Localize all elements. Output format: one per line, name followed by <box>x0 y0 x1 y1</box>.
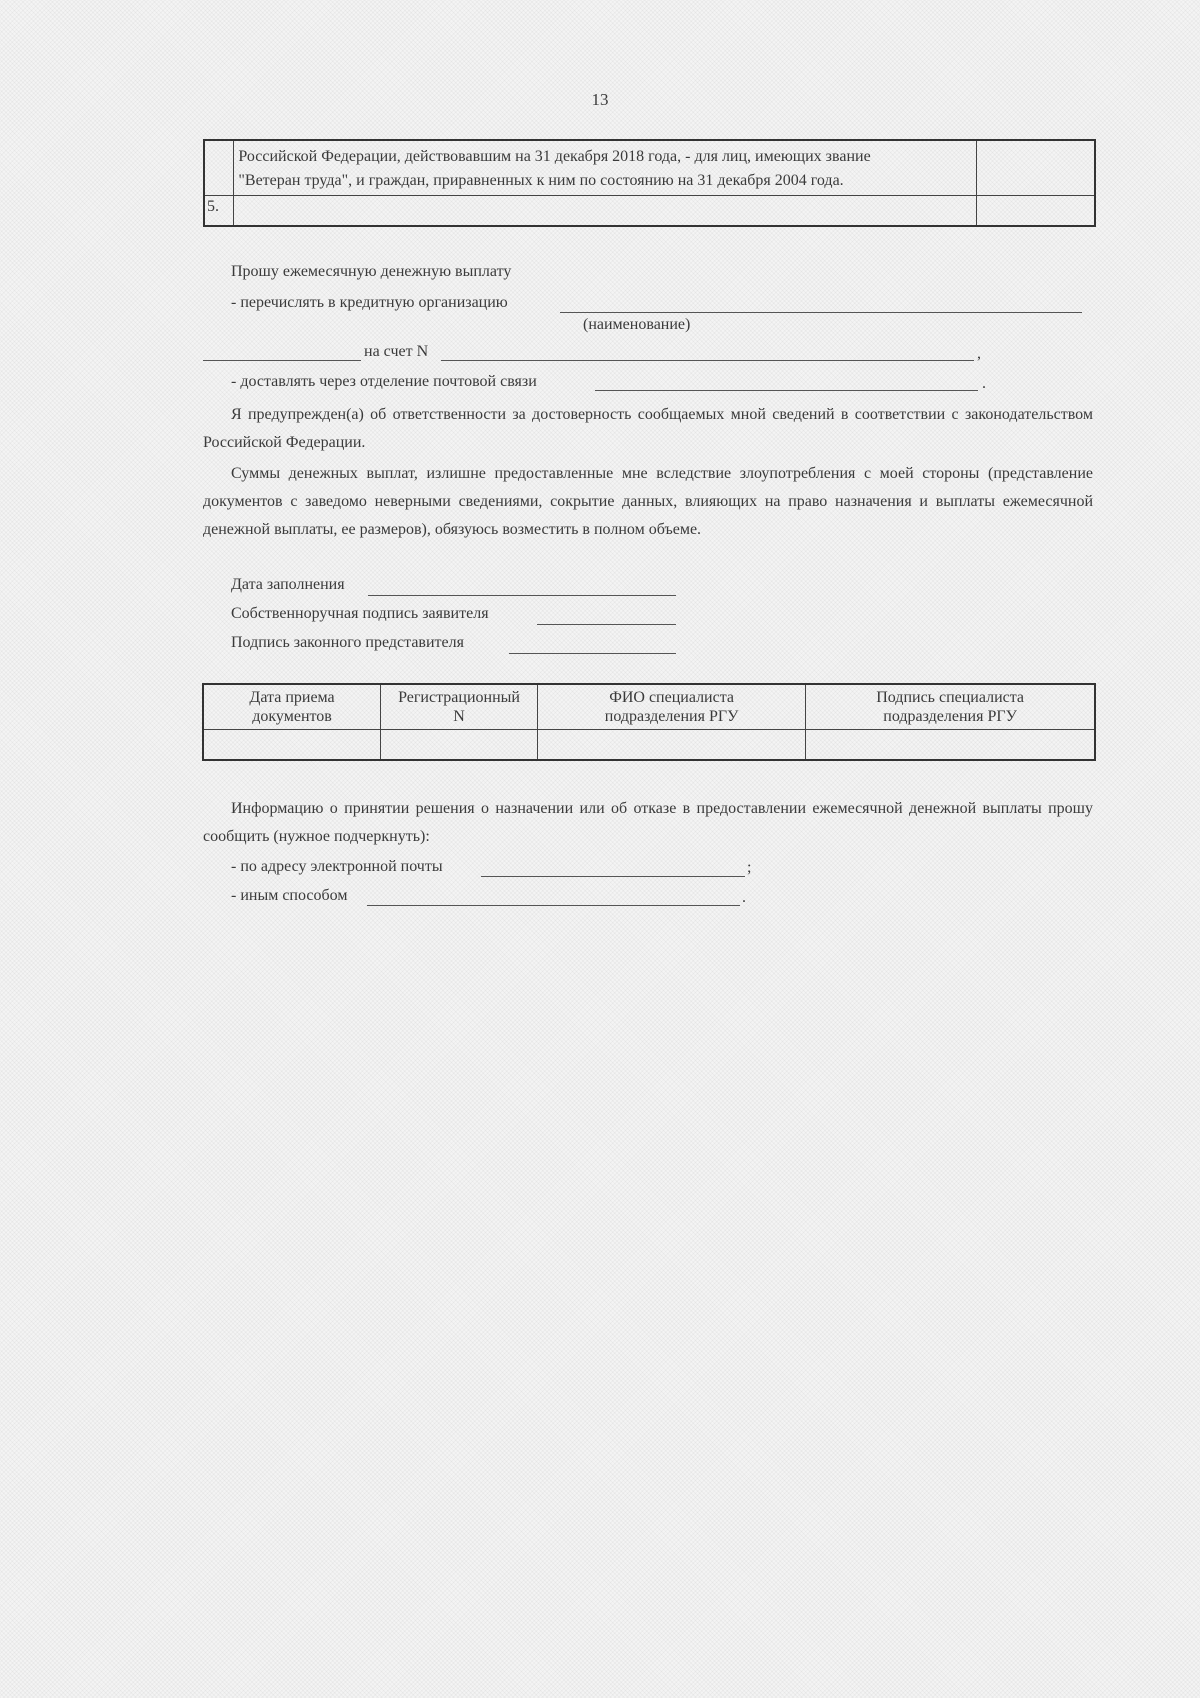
representative-signature-label: Подпись законного представителя <box>231 634 464 651</box>
other-method-field[interactable] <box>367 905 740 906</box>
date-label: Дата заполнения <box>231 576 345 593</box>
header-line: N <box>453 708 465 725</box>
registration-table <box>202 683 1096 761</box>
email-end-punct: ; <box>747 859 752 876</box>
specialist-signature-cell[interactable] <box>806 730 1095 761</box>
table-cell-number: 5. <box>204 196 234 227</box>
header-date-received <box>203 684 381 730</box>
table-cell-number <box>204 140 234 196</box>
table-header-row <box>203 684 1095 730</box>
other-method-end-punct: . <box>742 889 746 906</box>
table-cell-mark[interactable] <box>977 140 1095 196</box>
email-option-label[interactable]: - по адресу электронной почты <box>231 858 443 875</box>
applicant-signature-label: Собственноручная подпись заявителя <box>231 605 489 622</box>
email-field[interactable] <box>481 876 745 877</box>
table-row <box>204 140 1095 196</box>
header-specialist-signature <box>806 684 1095 730</box>
refund-paragraph <box>203 460 1093 544</box>
header-registration-number <box>381 684 538 730</box>
table-text-line: "Ветеран труда", и граждан, приравненных к ним по состоянию на 31 декабря 2004 года. <box>238 172 844 189</box>
header-line: ФИО специалиста <box>609 689 735 706</box>
page-number: 13 <box>591 90 609 109</box>
credit-org-field[interactable] <box>560 312 1082 313</box>
header-line: Регистрационный <box>398 689 520 706</box>
payment-intro: Прошу ежемесячную денежную выплату <box>231 263 512 280</box>
account-end-punct: , <box>977 345 981 362</box>
applicant-signature-field[interactable] <box>537 624 676 625</box>
header-line: Дата приема <box>249 689 335 706</box>
info-request-text: Информацию о принятии решения о назначении или об отказе в предоставлении ежемесячной денежной выплаты прошу сообщить (нужное подчеркнуть): <box>203 800 1093 845</box>
header-line: подразделения РГУ <box>883 708 1017 725</box>
benefits-table-continuation <box>203 139 1096 227</box>
warning-text: Я предупрежден(а) об ответственности за достоверность сообщаемых мной сведений в соответствии с законодательством Российской Федерации. <box>203 406 1093 451</box>
header-line: документов <box>252 708 332 725</box>
post-office-label: - доставлять через отделение почтовой связи <box>231 373 537 390</box>
specialist-name-cell[interactable] <box>537 730 805 761</box>
table-row <box>203 730 1095 761</box>
registration-number-cell[interactable] <box>381 730 538 761</box>
warning-paragraph <box>203 401 1093 457</box>
info-request-paragraph <box>203 795 1093 851</box>
post-office-field[interactable] <box>595 390 978 391</box>
date-received-cell[interactable] <box>203 730 381 761</box>
header-specialist-name <box>537 684 805 730</box>
account-number-field[interactable] <box>441 360 974 361</box>
header-line: Подпись специалиста <box>876 689 1025 706</box>
header-line: подразделения РГУ <box>604 708 739 725</box>
representative-signature-field[interactable] <box>509 653 676 654</box>
name-caption: (наименование) <box>583 316 691 333</box>
account-label: на счет N <box>364 343 429 360</box>
table-row <box>204 196 1095 227</box>
table-cell-text <box>234 140 977 196</box>
credit-org-label: - перечислять в кредитную организацию <box>231 294 508 311</box>
table-cell-text[interactable] <box>234 196 977 227</box>
account-prefix-field[interactable] <box>203 360 361 361</box>
table-cell-mark[interactable] <box>977 196 1095 227</box>
table-text-line: Российской Федерации, действовавшим на 31 декабря 2018 года, - для лиц, имеющих звание <box>238 148 871 165</box>
post-office-end-punct: . <box>982 375 986 392</box>
date-field[interactable] <box>368 595 676 596</box>
refund-text: Суммы денежных выплат, излишне предоставленные мне вследствие злоупотребления с моей стороны (представление документов с заведомо неверными сведениями, сокрытие данных, влияющих на право назначения и выплаты ежемесячной денежной выплаты, ее размеров), обязуюсь возместить в полном объеме. <box>203 465 1093 538</box>
other-method-label[interactable]: - иным способом <box>231 887 348 904</box>
